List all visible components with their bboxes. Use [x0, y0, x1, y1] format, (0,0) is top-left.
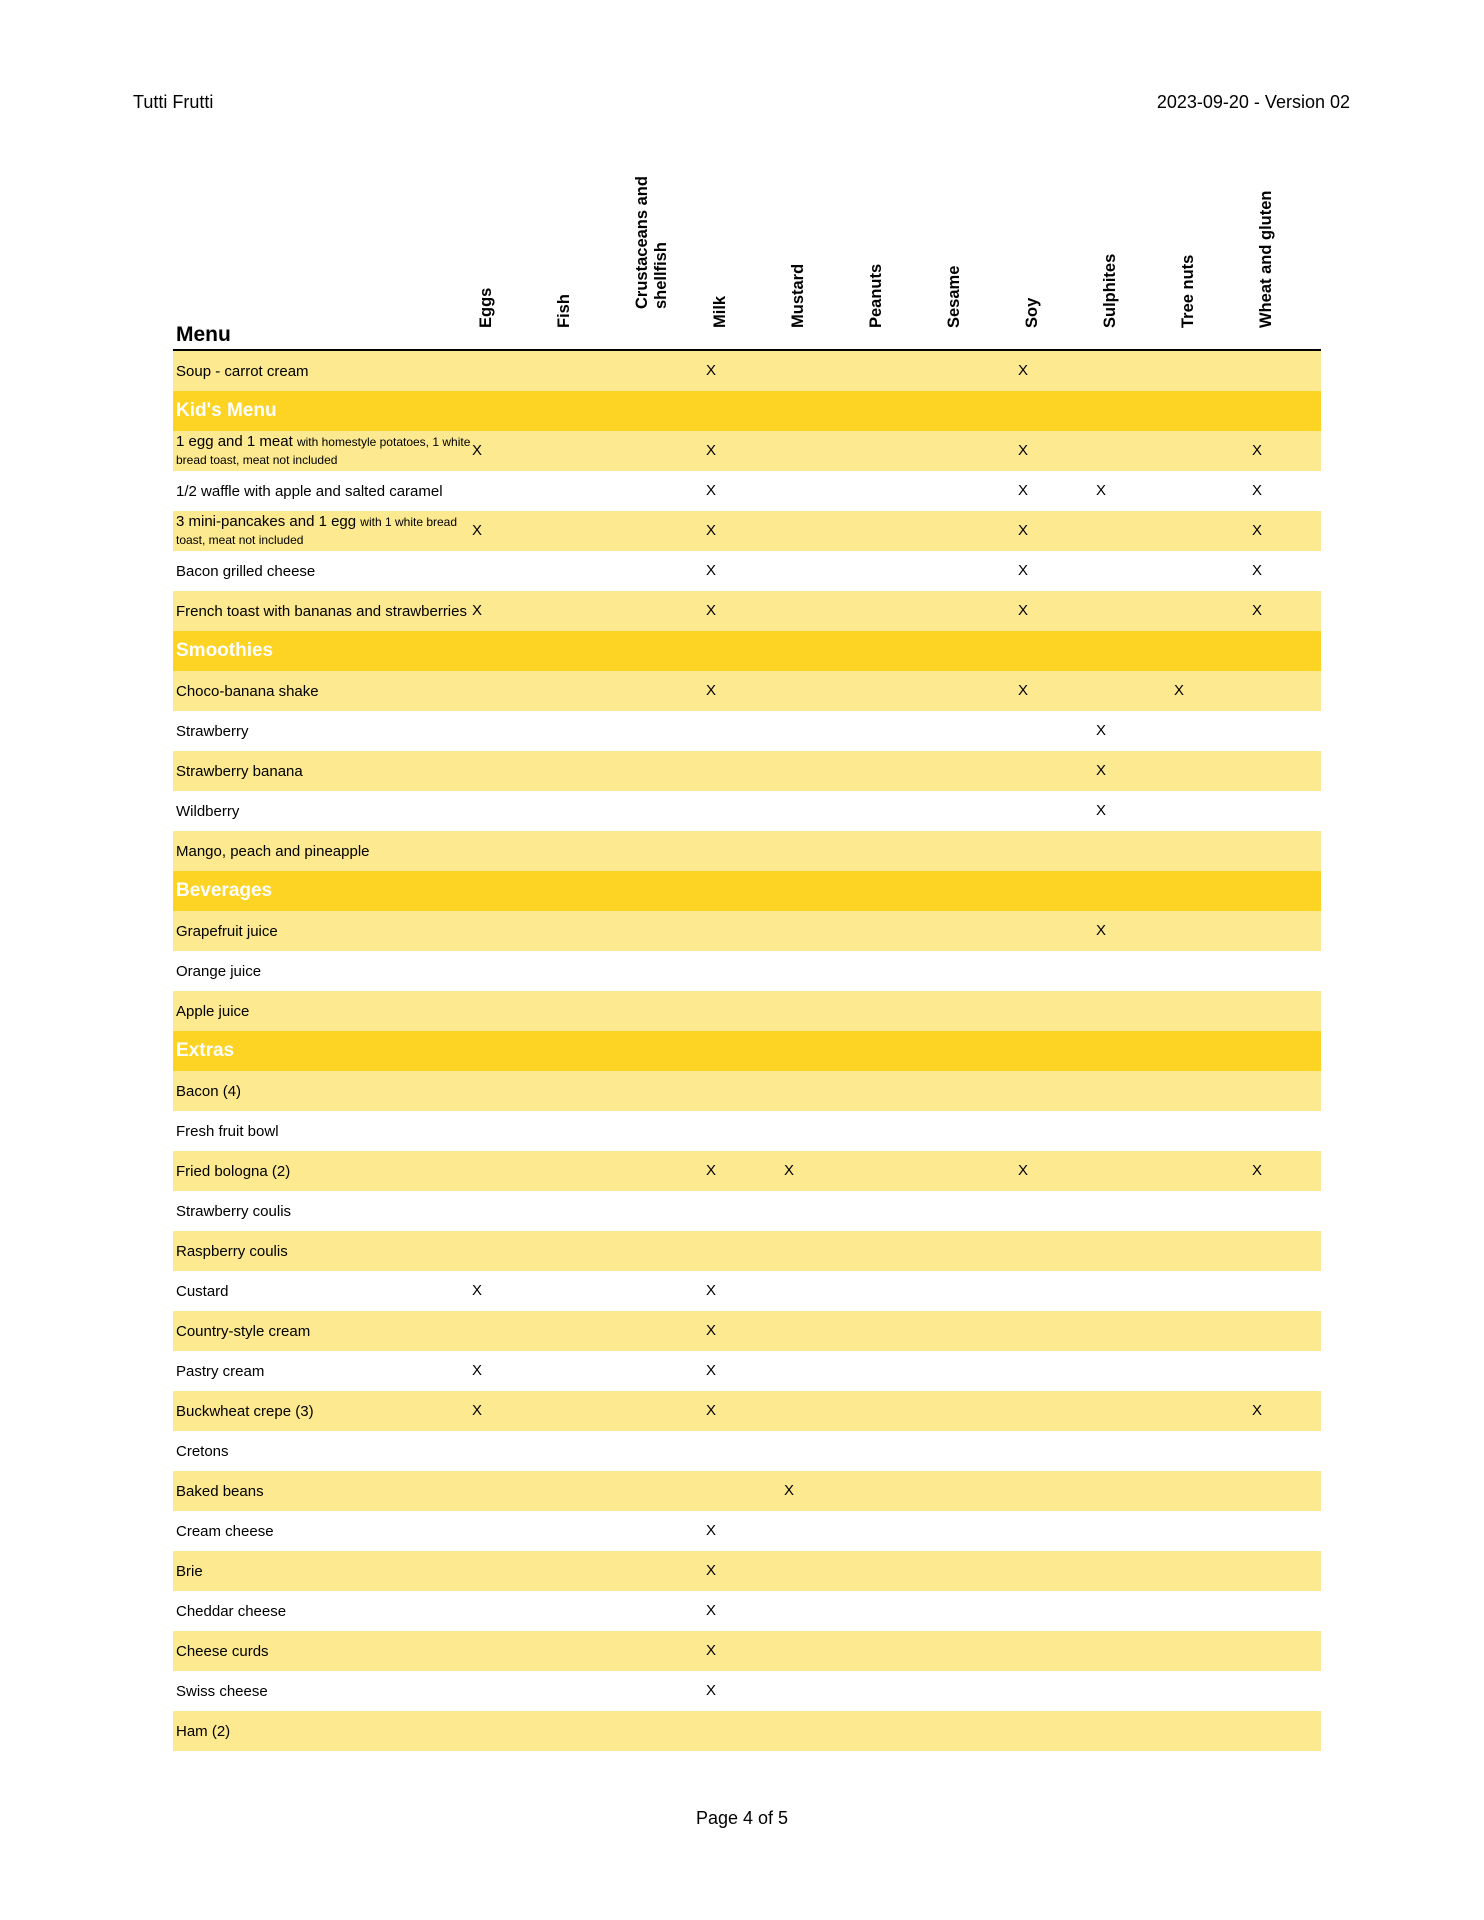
column-header-peanuts: Peanuts — [867, 263, 885, 328]
menu-column-header: Menu — [176, 323, 231, 346]
menu-item-name: Cheddar cheese — [176, 1602, 287, 1620]
menu-item-name: 3 mini-pancakes and 1 egg with 1 white bread toast, meat not included — [176, 513, 458, 547]
menu-item-name: Buckwheat crepe (3) — [176, 1402, 314, 1420]
allergen-mark: X — [705, 1282, 716, 1299]
section-header — [173, 1031, 1321, 1071]
table-row — [173, 511, 1321, 551]
allergen-mark: X — [705, 522, 716, 539]
table-row — [173, 1671, 1321, 1711]
allergen-mark: X — [705, 1602, 716, 1619]
allergen-mark: X — [705, 482, 716, 499]
allergen-mark: X — [1251, 562, 1262, 579]
section-header — [173, 871, 1321, 911]
table-row — [173, 951, 1321, 991]
menu-item-name: Wildberry — [176, 802, 240, 820]
menu-item-name: Orange juice — [176, 962, 262, 980]
table-row — [173, 1111, 1321, 1151]
allergen-mark: X — [1095, 922, 1106, 939]
menu-item-name: Mango, peach and pineapple — [176, 842, 370, 860]
allergen-mark: X — [471, 602, 482, 619]
menu-item-name: Fried bologna (2) — [176, 1162, 291, 1180]
table-row — [173, 351, 1321, 391]
table-row — [173, 1151, 1321, 1191]
menu-item-name: Cream cheese — [176, 1522, 274, 1540]
menu-item-name: Brie — [176, 1562, 203, 1580]
allergen-mark: X — [705, 362, 716, 379]
allergen-mark: X — [705, 1522, 716, 1539]
column-header-wheat-and-gluten: Wheat and gluten — [1257, 190, 1275, 328]
menu-item-name: Strawberry coulis — [176, 1202, 292, 1220]
menu-item-name: Baked beans — [176, 1482, 264, 1500]
menu-item-name: Swiss cheese — [176, 1682, 268, 1700]
allergen-mark: X — [471, 442, 482, 459]
document-title: Tutti Frutti — [133, 92, 214, 112]
table-row — [173, 591, 1321, 631]
allergen-mark: X — [1017, 1162, 1028, 1179]
column-header-tree-nuts: Tree nuts — [1179, 254, 1197, 328]
column-header-sesame: Sesame — [945, 265, 963, 328]
allergen-mark: X — [705, 1682, 716, 1699]
table-row — [173, 1551, 1321, 1591]
allergen-mark: X — [1017, 482, 1028, 499]
section-title: Beverages — [176, 880, 273, 901]
allergen-mark: X — [1173, 682, 1184, 699]
allergen-mark: X — [471, 1282, 482, 1299]
allergen-mark: X — [1251, 1402, 1262, 1419]
table-row — [173, 751, 1321, 791]
allergen-mark: X — [1017, 562, 1028, 579]
allergen-mark: X — [705, 602, 716, 619]
table-row — [173, 1231, 1321, 1271]
menu-item-name: Pastry cream — [176, 1362, 265, 1380]
document-version: 2023-09-20 - Version 02 — [1156, 92, 1350, 112]
menu-item-name: Choco-banana shake — [176, 682, 319, 700]
allergen-mark: X — [1095, 762, 1106, 779]
table-body — [173, 351, 1321, 1751]
allergen-mark: X — [783, 1162, 794, 1179]
page-number: Page 4 of 5 — [695, 1808, 789, 1828]
column-header-fish: Fish — [555, 294, 573, 328]
allergen-mark: X — [1251, 482, 1262, 499]
section-title: Kid's Menu — [176, 400, 277, 421]
table-header — [173, 176, 1321, 351]
allergen-mark: X — [1251, 522, 1262, 539]
menu-item-note: with homestyle potatoes, 1 white bread toast, meat not included — [176, 435, 471, 467]
menu-item-name: Apple juice — [176, 1002, 250, 1020]
allergen-mark: X — [1095, 482, 1106, 499]
menu-item-name: Raspberry coulis — [176, 1242, 288, 1260]
menu-item-name: Bacon (4) — [176, 1082, 242, 1100]
allergen-mark: X — [783, 1482, 794, 1499]
allergen-mark: X — [1017, 522, 1028, 539]
allergen-mark: X — [471, 522, 482, 539]
table-row — [173, 991, 1321, 1031]
table-row — [173, 831, 1321, 871]
column-header-sulphites: Sulphites — [1101, 253, 1119, 328]
section-title: Extras — [176, 1040, 235, 1061]
column-header-crustaceans-and-shellfish: Crustaceans and shellfish — [633, 176, 670, 309]
table-row — [173, 1271, 1321, 1311]
column-header-soy: Soy — [1023, 297, 1041, 328]
table-row — [173, 791, 1321, 831]
allergen-mark: X — [705, 1562, 716, 1579]
table-row — [173, 1591, 1321, 1631]
allergen-mark: X — [705, 682, 716, 699]
allergen-mark: X — [705, 1362, 716, 1379]
menu-item-name: 1 egg and 1 meat with homestyle potatoes, 1 white bread toast, meat not included — [176, 433, 471, 467]
menu-item-note: with 1 white bread toast, meat not included — [176, 515, 458, 547]
table-row — [173, 1471, 1321, 1511]
table-row — [173, 471, 1321, 511]
allergen-mark: X — [1251, 602, 1262, 619]
menu-item-name: Bacon grilled cheese — [176, 562, 316, 580]
allergen-mark: X — [1251, 442, 1262, 459]
menu-item-name: Fresh fruit bowl — [176, 1122, 279, 1140]
table-row — [173, 1511, 1321, 1551]
allergen-mark: X — [471, 1402, 482, 1419]
table-row — [173, 1431, 1321, 1471]
allergen-mark: X — [705, 1322, 716, 1339]
menu-item-name: 1/2 waffle with apple and salted caramel — [176, 482, 443, 500]
menu-item-name: Cheese curds — [176, 1642, 269, 1660]
allergen-mark: X — [1095, 802, 1106, 819]
table-row — [173, 671, 1321, 711]
table-row — [173, 431, 1321, 471]
menu-item-name: Country-style cream — [176, 1322, 311, 1340]
allergen-mark: X — [1017, 442, 1028, 459]
allergen-mark: X — [705, 562, 716, 579]
table-row — [173, 911, 1321, 951]
table-row — [173, 1351, 1321, 1391]
allergen-mark: X — [705, 442, 716, 459]
table-row — [173, 711, 1321, 751]
allergen-mark: X — [471, 1362, 482, 1379]
menu-item-name: Strawberry banana — [176, 762, 303, 780]
section-header — [173, 391, 1321, 431]
column-header-mustard: Mustard — [789, 263, 807, 328]
table-row — [173, 1191, 1321, 1231]
menu-item-name: Ham (2) — [176, 1722, 231, 1740]
menu-item-name: Grapefruit juice — [176, 922, 278, 940]
table-row — [173, 1631, 1321, 1671]
allergen-mark: X — [1017, 362, 1028, 379]
allergen-mark: X — [1017, 682, 1028, 699]
section-title: Smoothies — [176, 640, 274, 661]
table-row — [173, 1071, 1321, 1111]
menu-item-name: Soup - carrot cream — [176, 362, 309, 380]
menu-item-name: Custard — [176, 1282, 229, 1300]
allergen-table — [173, 176, 1321, 1751]
allergen-mark: X — [1251, 1162, 1262, 1179]
allergen-mark: X — [1095, 722, 1106, 739]
table-row — [173, 551, 1321, 591]
allergen-mark: X — [1017, 602, 1028, 619]
menu-item-name: French toast with bananas and strawberries — [176, 602, 467, 620]
allergen-mark: X — [705, 1402, 716, 1419]
menu-item-name: Cretons — [176, 1442, 229, 1460]
column-header-milk: Milk — [711, 295, 729, 328]
column-header-eggs: Eggs — [477, 287, 495, 328]
table-row — [173, 1311, 1321, 1351]
allergen-mark: X — [705, 1162, 716, 1179]
section-header — [173, 631, 1321, 671]
table-row — [173, 1711, 1321, 1751]
allergen-mark: X — [705, 1642, 716, 1659]
table-row — [173, 1391, 1321, 1431]
menu-item-name: Strawberry — [176, 722, 249, 740]
